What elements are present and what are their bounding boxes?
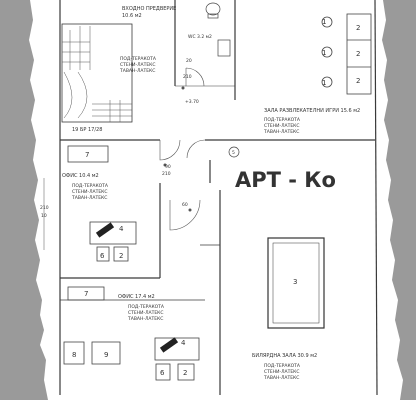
games-number: 2: [356, 24, 361, 32]
finish-billiard-walls: СТЕНИ-ЛАТЕКС: [264, 370, 300, 375]
dim-small-door: 60: [182, 203, 188, 208]
office-a-number: 7: [85, 151, 90, 159]
room-name-entrance: ВХОДНО ПРЕДВЕРИЕ: [122, 6, 177, 12]
finish-office-a-walls: СТЕНИ-ЛАТЕКС: [72, 190, 108, 195]
dim-marker: [189, 209, 192, 212]
finish-office-a-ceiling: ТАВАН-ЛАТЕКС: [72, 196, 108, 201]
finish-games-ceiling: ТАВАН-ЛАТЕКС: [264, 130, 300, 135]
finish-office-b-walls: СТЕНИ-ЛАТЕКС: [128, 311, 164, 316]
finish-entrance-walls: СТЕНИ-ЛАТЕКС: [120, 63, 156, 68]
finish-billiard-ceiling: ТАВАН-ЛАТЕКС: [264, 376, 300, 381]
games-number: 1: [322, 79, 327, 87]
outer-wall-right: [375, 0, 377, 395]
toilet-icon: [206, 3, 220, 15]
office-b-laptop-icon: [160, 337, 178, 352]
games-number: 2: [356, 77, 361, 85]
finish-entrance-ceiling: ТАВАН-ЛАТЕКС: [120, 69, 156, 74]
office-b-number: 8: [72, 351, 77, 359]
room-name-office-a: ОФИС 10.4 м2: [62, 173, 99, 179]
room-name-office-b: ОФИС 17.4 м2: [118, 294, 155, 300]
finish-office-b-floor: ПОД-ТЕРАКОТА: [128, 305, 165, 310]
office-b-number: 7: [84, 290, 89, 298]
dim-10-wall: 10: [41, 214, 47, 219]
finish-office-b-ceiling: ТАВАН-ЛАТЕКС: [128, 317, 164, 322]
room-name-wc: WC 3.2 м2: [188, 35, 212, 40]
office-a-laptop-icon: [96, 222, 114, 237]
billiard-column-number: 5: [232, 151, 235, 156]
door-office-a-swing: [160, 140, 180, 160]
dim-20: 20: [186, 59, 192, 64]
office-b-number: 2: [183, 369, 188, 377]
torn-edge-right: [382, 0, 416, 400]
finish-games-walls: СТЕНИ-ЛАТЕКС: [264, 124, 300, 129]
games-number: 2: [356, 50, 361, 58]
finish-games-floor: ПОД-ТЕРАКОТА: [264, 118, 301, 123]
dim-90: 90: [165, 165, 171, 170]
office-a-number: 2: [119, 252, 124, 260]
level-mark: +3.70: [185, 100, 199, 105]
finish-entrance-floor: ПОД-ТЕРАКОТА: [120, 57, 157, 62]
door-games-swing: [187, 140, 205, 158]
finish-billiard-floor: ПОД-ТЕРАКОТА: [264, 364, 301, 369]
dim-marker: [182, 87, 185, 90]
stairs-label: 19 БР 17/28: [72, 127, 103, 133]
office-a-number: 4: [119, 225, 124, 233]
stairs-treads: [62, 26, 132, 122]
games-number: 1: [322, 18, 327, 26]
brand-watermark: АРТ - Ко: [235, 168, 336, 192]
room-area-entrance: 10.6 м2: [122, 13, 142, 19]
torn-edge-left: [0, 0, 48, 400]
office-a-number: 6: [100, 252, 105, 260]
sink-icon: [218, 40, 230, 56]
office-b-number: 6: [160, 369, 165, 377]
dim-210-top: 210: [183, 75, 192, 80]
office-b-number: 4: [181, 339, 186, 347]
billiard-number: 3: [293, 278, 298, 286]
dim-210-wall: 210: [40, 206, 49, 211]
finish-office-a-floor: ПОД-ТЕРАКОТА: [72, 184, 109, 189]
games-number: 1: [322, 49, 327, 57]
room-name-games: ЗАЛА РАЗВЛЕКАТЕЛНИ ИГРИ 15.6 м2: [264, 108, 361, 114]
room-name-billiard: БИЛЯРДНА ЗАЛА 30.9 м2: [252, 353, 318, 359]
office-b-number: 9: [104, 351, 109, 359]
dim-210-mid: 210: [162, 172, 171, 177]
